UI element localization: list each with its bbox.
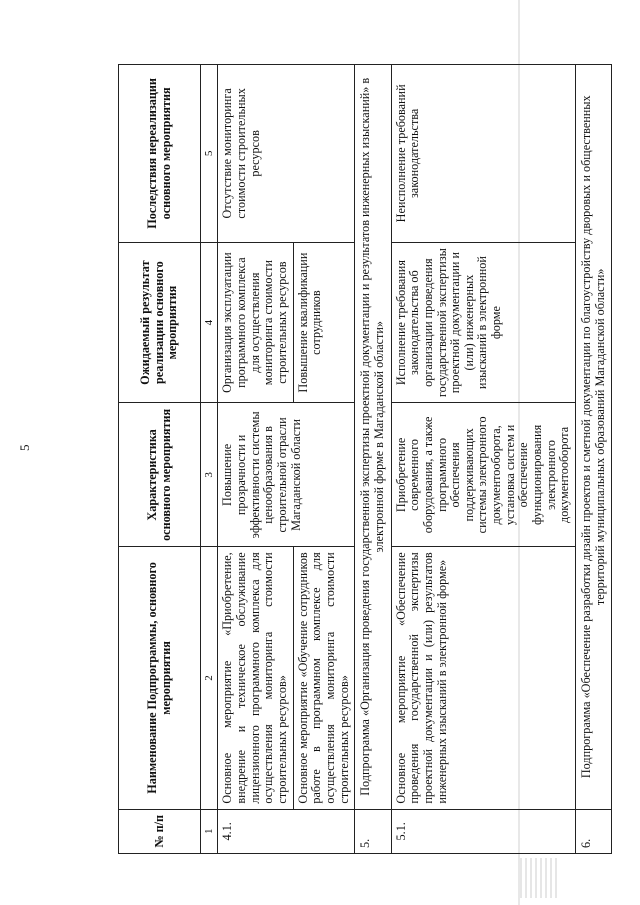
scan-artifact (520, 858, 560, 898)
row-characteristic: Повышение прозрачности и эффективности системы ценообразования в строительной отрасли Магаданской области (218, 403, 355, 547)
column-number: 1 (201, 809, 218, 853)
page-number: 5 (17, 444, 32, 451)
subprogram-title: Подпрограмма «Организация проведения государственной экспертизы проектной документации и результатов инженерных изысканий» в электронной форме в Магаданской области» (355, 65, 391, 810)
row-num: 6. (576, 809, 612, 853)
row-characteristic: Приобретение современного оборудования, а также программного обеспечения поддерживающих системы электронного документооборота, установка систем и обеспечение функционирования электронного документооборота (391, 403, 576, 547)
row-name: Основное мероприятие «Обеспечение проведения государственной экспертизы проектной документации и (или) результатов инженерных изысканий в электронной форме» (391, 547, 576, 809)
table-row-6 (576, 65, 612, 854)
header-consequences: Последствия нереализации основного мероприятия (119, 65, 201, 243)
header-row (119, 65, 201, 854)
row-num: 5. (355, 809, 391, 853)
column-number: 4 (201, 242, 218, 403)
column-number-row (201, 65, 218, 854)
row-num: 4.1. (218, 809, 355, 853)
header-num: № п/п (119, 809, 201, 853)
row-name: Основное мероприятие «Обучение сотрудников работе в программном комплексе для осуществления мониторинга стоимости строительных ресурсов» (293, 547, 355, 809)
column-number: 5 (201, 65, 218, 243)
row-consequences: Неисполнение требований законодательства (391, 65, 576, 243)
row-result: Повышение квалификации сотрудников (293, 242, 355, 403)
row-result: Исполнение требования законодательства об организации проведения государственной экспертизы проектной документации и (или) инженерных изысканий в электронной форме (391, 242, 576, 403)
header-characteristic: Характеристика основного мероприятия (119, 403, 201, 547)
column-number: 3 (201, 403, 218, 547)
row-result: Организация эксплуатации программного комплекса для осуществления мониторинга стоимости строительных ресурсов (218, 242, 293, 403)
row-consequences: Отсутствие мониторинга стоимости строительных ресурсов (218, 65, 355, 243)
subprogram-title: Подпрограмма «Обеспечение разработки дизайн проектов и сметной документации по благоустройству дворовых и общественных территорий муниципальных образований Магаданской области» (576, 65, 612, 810)
measures-table (118, 64, 612, 854)
table-row-5 (355, 65, 391, 854)
header-result: Ожидаемый результат реализации основного мероприятия (119, 242, 201, 403)
table-row-4-1 (218, 65, 293, 854)
row-name: Основное мероприятие «Приобретение, внедрение и техническое обслуживание лицензионного программного комплекса для осуществления мониторинга стоимости строительных ресурсов» (218, 547, 293, 809)
table-row-5-1 (391, 65, 576, 854)
column-number: 2 (201, 547, 218, 809)
row-num: 5.1. (391, 809, 576, 853)
header-name: Наименование Подпрограммы, основного мероприятия (119, 547, 201, 809)
